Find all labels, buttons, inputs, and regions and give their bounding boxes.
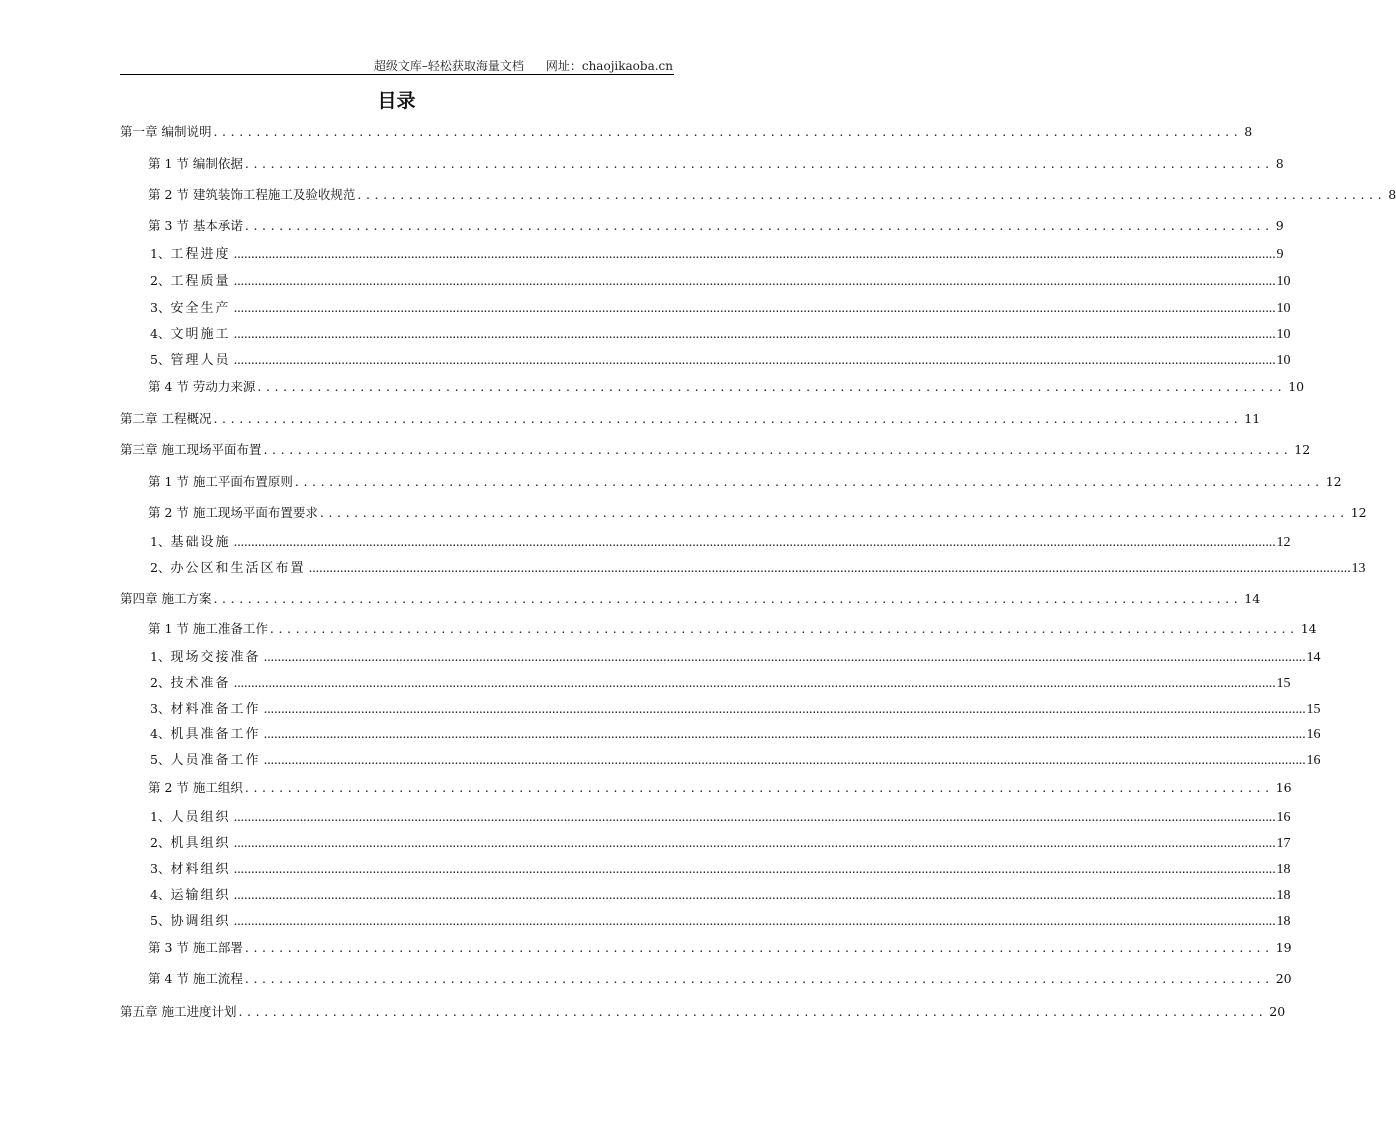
toc-entry-page: 12	[1350, 505, 1367, 520]
toc-entry-label: 人员准备工作	[170, 753, 261, 768]
toc-entry-page: 18	[1276, 862, 1291, 877]
dot-leader: ........................................................................................................................	[244, 971, 1274, 986]
toc-entry-page: 13	[1351, 561, 1366, 576]
toc-entry-item[interactable]	[150, 806, 1291, 825]
toc-entry-page: 10	[1276, 301, 1291, 316]
toc-entry-page: 9	[1275, 218, 1284, 233]
toc-entry-number: 5、	[150, 752, 171, 767]
toc-entry-label: 第 4 节 劳动力来源	[148, 379, 256, 394]
toc-entry-page: 18	[1276, 914, 1291, 929]
toc-entry-page: 20	[1275, 971, 1292, 986]
toc-entry-item[interactable]	[150, 531, 1291, 550]
dot-leader: ............................................................................................................................................................................................................................................................................................................	[233, 861, 1276, 876]
toc-entry-number: 2、	[150, 675, 171, 690]
toc-entry-page: 15	[1276, 676, 1291, 691]
dot-leader: ............................................................................................................................................................................................................................................................................................................	[263, 726, 1306, 741]
dot-leader: ........................................................................................................................	[319, 505, 1349, 520]
toc-entry-item[interactable]	[150, 646, 1321, 665]
toc-entry-page: 9	[1276, 247, 1284, 262]
toc-entry-section[interactable]	[148, 503, 1367, 521]
toc-entry-section[interactable]	[148, 938, 1292, 956]
toc-entry-number: 5、	[150, 913, 171, 928]
toc-entry-page: 8	[1275, 156, 1284, 171]
toc-entry-label: 第二章 工程概况	[120, 411, 212, 426]
toc-entry-section[interactable]	[148, 154, 1284, 172]
toc-entry-chapter[interactable]	[120, 440, 1311, 458]
dot-leader: ........................................................................................................................	[213, 124, 1243, 139]
toc-entry-label: 工程质量	[170, 274, 231, 289]
toc-entry-page: 10	[1276, 353, 1291, 368]
toc-entry-label: 文明施工	[170, 327, 231, 342]
toc-entry-item[interactable]	[150, 323, 1291, 342]
toc-entry-label: 第三章 施工现场平面布置	[120, 442, 262, 457]
toc-entry-number: 3、	[150, 701, 171, 716]
dot-leader: ............................................................................................................................................................................................................................................................................................................	[233, 887, 1276, 902]
toc-entry-page: 14	[1306, 650, 1321, 665]
toc-entry-number: 4、	[150, 326, 171, 341]
dot-leader: ............................................................................................................................................................................................................................................................................................................	[233, 809, 1276, 824]
toc-entry-label: 机具组织	[170, 836, 231, 851]
dot-leader: ........................................................................................................................	[294, 474, 1324, 489]
toc-entry-label: 管理人员	[170, 353, 231, 368]
page-header	[374, 57, 673, 74]
toc-entry-label: 基础设施	[170, 535, 231, 550]
toc-entry-page: 17	[1276, 836, 1291, 851]
dot-leader: ............................................................................................................................................................................................................................................................................................................	[263, 752, 1306, 767]
toc-entry-page: 11	[1244, 411, 1261, 426]
dot-leader: ........................................................................................................................	[257, 379, 1287, 394]
dot-leader: ........................................................................................................................	[238, 1004, 1268, 1019]
dot-leader: ............................................................................................................................................................................................................................................................................................................	[233, 913, 1276, 928]
toc-entry-number: 1、	[150, 534, 171, 549]
toc-entry-page: 12	[1325, 474, 1342, 489]
toc-entry-page: 14	[1300, 621, 1317, 636]
toc-entry-page: 19	[1275, 940, 1292, 955]
toc-entry-label: 第 4 节 施工流程	[148, 971, 243, 986]
toc-entry-label: 第 1 节 施工平面布置原则	[148, 474, 293, 489]
dot-leader: ........................................................................................................................	[263, 442, 1293, 457]
dot-leader: ............................................................................................................................................................................................................................................................................................................	[263, 701, 1306, 716]
toc-entry-page: 16	[1306, 753, 1321, 768]
toc-entry-label: 安全生产	[170, 301, 231, 316]
dot-leader: ........................................................................................................................	[244, 780, 1274, 795]
toc-entry-number: 1、	[150, 649, 171, 664]
toc-entry-item[interactable]	[150, 858, 1291, 877]
toc-entry-item[interactable]	[150, 270, 1291, 289]
toc-entry-item[interactable]	[150, 243, 1284, 262]
toc-entry-label: 协调组织	[170, 914, 231, 929]
toc-entry-item[interactable]	[150, 749, 1321, 768]
toc-entry-section[interactable]	[148, 377, 1305, 395]
page-title: 目录	[377, 90, 416, 112]
toc-entry-chapter[interactable]	[120, 122, 1253, 140]
dot-leader: ............................................................................................................................................................................................................................................................................................................	[233, 300, 1276, 315]
dot-leader: ........................................................................................................................	[244, 218, 1274, 233]
dot-leader: ............................................................................................................................................................................................................................................................................................................	[233, 352, 1276, 367]
toc-entry-label: 机具准备工作	[170, 727, 261, 742]
toc-entry-label: 现场交接准备	[170, 650, 261, 665]
toc-entry-section[interactable]	[148, 619, 1317, 637]
toc-entry-page: 10	[1288, 379, 1305, 394]
toc-entry-item[interactable]	[150, 698, 1321, 717]
toc-entry-page: 10	[1276, 274, 1291, 289]
toc-entry-section[interactable]	[148, 472, 1342, 490]
toc-entry-label: 技术准备	[170, 676, 231, 691]
toc-entry-number: 1、	[150, 246, 171, 261]
toc-entry-label: 第 2 节 建筑装饰工程施工及验收规范	[148, 187, 356, 202]
dot-leader: ............................................................................................................................................................................................................................................................................................................	[233, 326, 1276, 341]
toc-entry-page: 18	[1276, 888, 1291, 903]
dot-leader: ............................................................................................................................................................................................................................................................................................................	[263, 649, 1306, 664]
toc-entry-item[interactable]	[150, 723, 1321, 742]
dot-leader: ............................................................................................................................................................................................................................................................................................................	[233, 835, 1276, 850]
toc-entry-item[interactable]	[150, 884, 1291, 903]
toc-entry-item[interactable]	[150, 910, 1291, 929]
toc-entry-chapter[interactable]	[120, 589, 1261, 607]
toc-entry-number: 4、	[150, 887, 171, 902]
header-url: 网址：chaojikaoba.cn	[545, 59, 673, 73]
toc-entry-item[interactable]	[150, 557, 1366, 576]
toc-entry-number: 2、	[150, 273, 171, 288]
toc-entry-label: 第五章 施工进度计划	[120, 1004, 237, 1019]
dot-leader: ............................................................................................................................................................................................................................................................................................................	[233, 675, 1276, 690]
toc-entry-label: 第四章 施工方案	[120, 591, 212, 606]
toc-entry-number: 2、	[150, 835, 171, 850]
toc-entry-item[interactable]	[150, 832, 1291, 851]
toc-entry-number: 5、	[150, 352, 171, 367]
toc-entry-label: 运输组织	[170, 888, 231, 903]
header-rule	[120, 74, 674, 75]
toc-entry-section[interactable]	[148, 969, 1292, 987]
toc-entry-item[interactable]	[150, 349, 1291, 368]
dot-leader: ........................................................................................................................	[244, 940, 1274, 955]
toc-entry-page: 16	[1276, 810, 1291, 825]
dot-leader: ........................................................................................................................	[269, 621, 1299, 636]
toc-entry-chapter[interactable]	[120, 409, 1261, 427]
toc-entry-label: 第 3 节 基本承诺	[148, 218, 243, 233]
toc-entry-number: 3、	[150, 861, 171, 876]
dot-leader: ............................................................................................................................................................................................................................................................................................................	[233, 273, 1276, 288]
dot-leader: ........................................................................................................................	[213, 591, 1243, 606]
toc-entry-page: 15	[1306, 702, 1321, 717]
toc-entry-number: 3、	[150, 300, 171, 315]
toc-entry-number: 1、	[150, 809, 171, 824]
toc-entry-number: 4、	[150, 726, 171, 741]
toc-entry-page: 10	[1276, 327, 1291, 342]
toc-entry-item[interactable]	[150, 672, 1291, 691]
dot-leader: ............................................................................................................................................................................................................................................................................................................	[233, 534, 1276, 549]
toc-entry-label: 第 3 节 施工部署	[148, 940, 243, 955]
toc-entry-label: 第 2 节 施工现场平面布置要求	[148, 505, 318, 520]
toc-entry-label: 材料准备工作	[170, 702, 261, 717]
toc-entry-label: 材料组织	[170, 862, 231, 877]
toc-entry-number: 2、	[150, 560, 171, 575]
toc-entry-chapter[interactable]	[120, 1002, 1286, 1020]
toc-entry-label: 第一章 编制说明	[120, 124, 212, 139]
toc-entry-page: 8	[1244, 124, 1253, 139]
toc-entry-section[interactable]	[148, 216, 1284, 234]
toc-entry-page: 12	[1294, 442, 1311, 457]
toc-entry-label: 第 2 节 施工组织	[148, 780, 243, 795]
dot-leader: ........................................................................................................................	[213, 411, 1243, 426]
toc-entry-page: 16	[1306, 727, 1321, 742]
dot-leader: ............................................................................................................................................................................................................................................................................................................	[308, 560, 1351, 575]
dot-leader: ........................................................................................................................	[357, 187, 1387, 202]
dot-leader: ............................................................................................................................................................................................................................................................................................................	[233, 246, 1276, 261]
dot-leader: ........................................................................................................................	[244, 156, 1274, 171]
toc-entry-section[interactable]	[148, 185, 1396, 203]
toc-entry-label: 办公区和生活区布置	[170, 561, 306, 576]
toc-entry-label: 人员组织	[170, 810, 231, 825]
toc-entry-page: 20	[1269, 1004, 1286, 1019]
toc-entry-label: 第 1 节 施工准备工作	[148, 621, 268, 636]
header-site: 超级文库–轻松获取海量文档	[373, 59, 524, 73]
toc-entry-page: 12	[1276, 535, 1291, 550]
toc-entry-item[interactable]	[150, 297, 1291, 316]
toc-entry-page: 16	[1275, 780, 1292, 795]
toc-entry-page: 14	[1244, 591, 1261, 606]
toc-entry-label: 第 1 节 编制依据	[148, 156, 243, 171]
toc-entry-page: 8	[1388, 187, 1396, 202]
toc-entry-label: 工程进度	[170, 247, 231, 262]
toc-entry-section[interactable]	[148, 778, 1292, 796]
